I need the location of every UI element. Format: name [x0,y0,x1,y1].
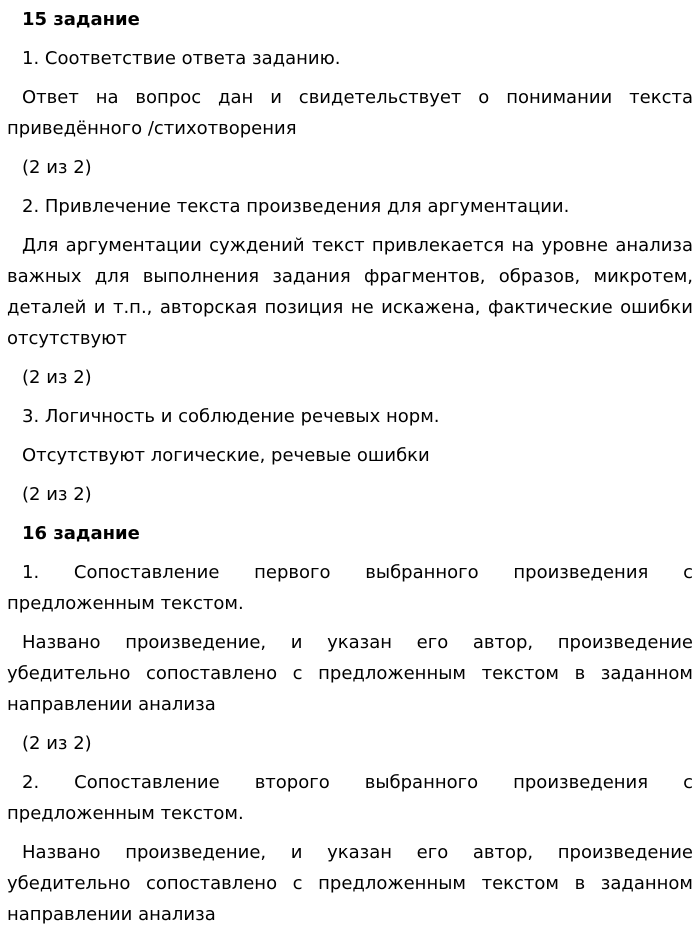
section-16-description-2: Названо произведение, и указан его автор, произведение убедительно сопоставлено с предложенным текстом в заданном направлении анализа [7,842,693,925]
section-15-score-2: (2 из 2) [22,367,92,388]
section-15-heading: 15 задание [22,9,140,30]
section-15-score-3: (2 из 2) [22,484,92,505]
section-15-score-1: (2 из 2) [22,157,92,178]
section-16-description-1: Названо произведение, и указан его автор, произведение убедительно сопоставлено с предложенным текстом в заданном направлении анализа [7,632,693,715]
section-15-criterion-2: 2. Привлечение текста произведения для аргументации. [22,196,570,217]
section-15-description-2: Для аргументации суждений текст привлекается на уровне анализа важных для выполнения задания фрагментов, образов, микротем, деталей и т.п., авторская позиция не искажена, фактические ошибки отсутствуют [7,235,693,349]
section-15-description-3: Отсутствуют логические, речевые ошибки [22,445,430,466]
section-16-heading: 16 задание [22,523,140,544]
section-15-description-1: Ответ на вопрос дан и свидетельствует о понимании текста приведённого /стихотворения [7,87,693,139]
section-16-score-1: (2 из 2) [22,733,92,754]
section-16-criterion-1: 1. Сопоставление первого выбранного произведения с предложенным текстом. [7,562,693,614]
section-15-criterion-1: 1. Соответствие ответа заданию. [22,48,341,69]
section-16-criterion-2: 2. Сопоставление второго выбранного произведения с предложенным текстом. [7,772,693,824]
section-15-criterion-3: 3. Логичность и соблюдение речевых норм. [22,406,440,427]
